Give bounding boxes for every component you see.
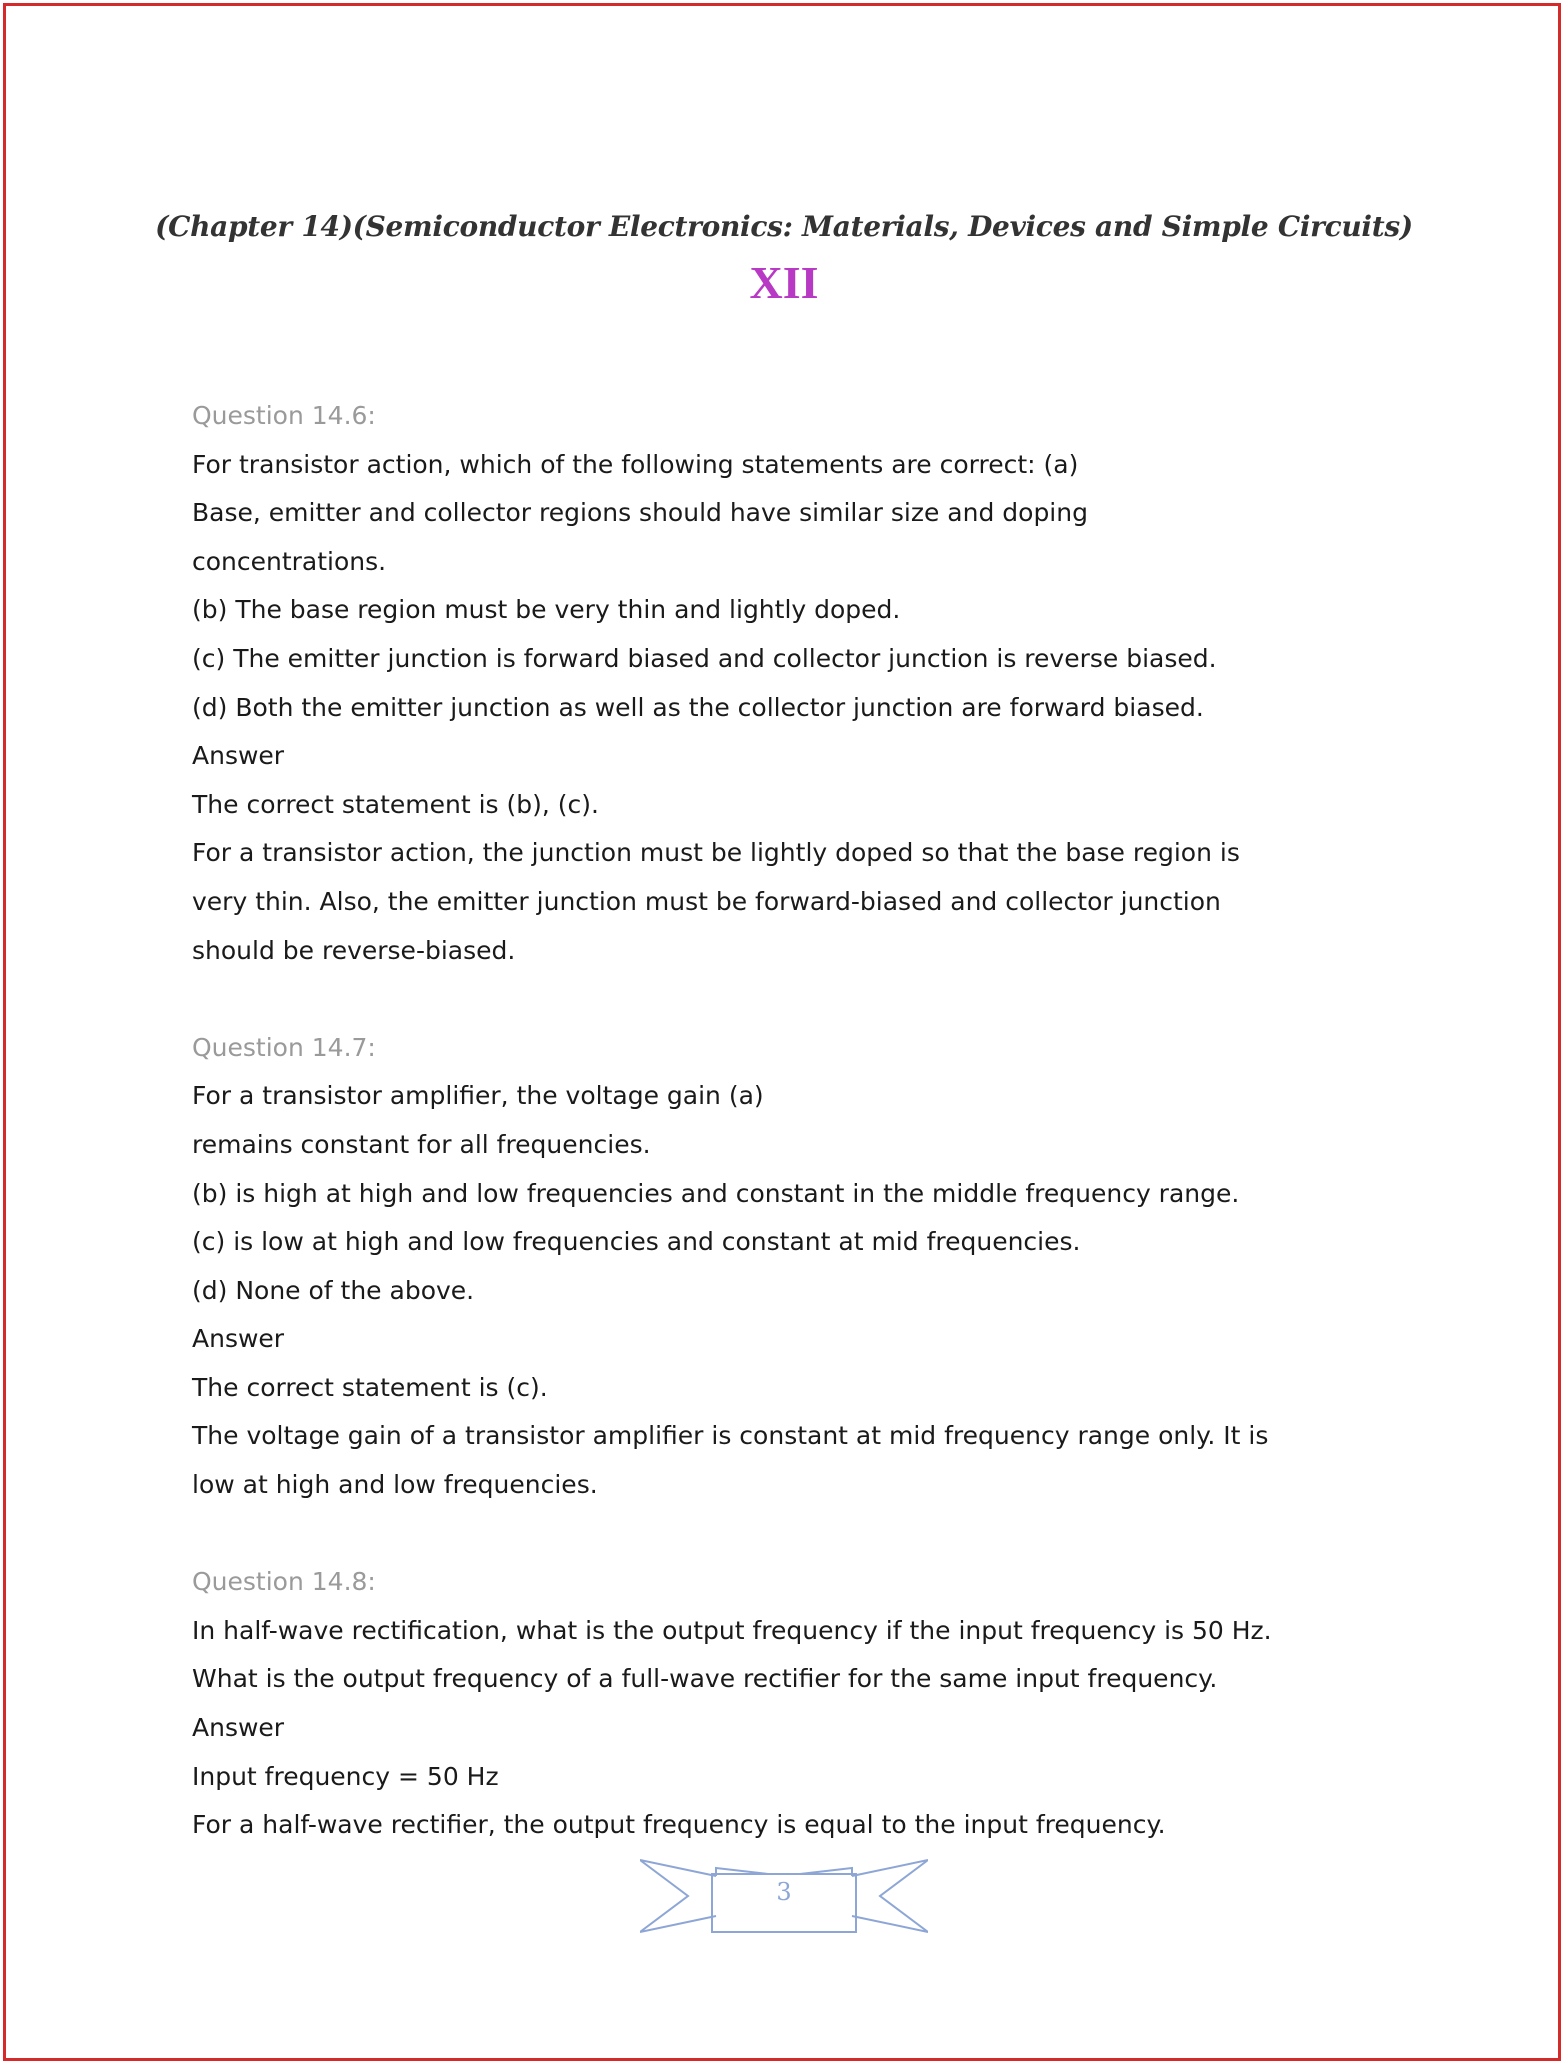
page-footer bbox=[640, 1856, 928, 1936]
spacer bbox=[192, 975, 1392, 1024]
question-text: remains constant for all frequencies. bbox=[192, 1129, 651, 1159]
spacer bbox=[192, 1510, 1392, 1559]
page-content bbox=[192, 392, 1392, 1850]
answer-heading: Answer bbox=[192, 741, 285, 771]
answer-text: For a half-wave rectifier, the output frequency is equal to the input frequency. bbox=[192, 1810, 1166, 1840]
option-d: (d) None of the above. bbox=[192, 1275, 475, 1305]
question-label: Question 14.8: bbox=[192, 1567, 376, 1597]
option-c: (c) The emitter junction is forward biased and collector junction is reverse biased. bbox=[192, 643, 1217, 673]
question-text: For a transistor amplifier, the voltage gain (a) bbox=[192, 1081, 764, 1111]
answer-text: Input frequency = 50 Hz bbox=[192, 1761, 499, 1791]
answer-text: The correct statement is (b), (c). bbox=[192, 789, 599, 819]
question-text: concentrations. bbox=[192, 546, 387, 576]
question-label: Question 14.7: bbox=[192, 1032, 376, 1062]
question-text: What is the output frequency of a full-wave rectifier for the same input frequency. bbox=[192, 1664, 1218, 1694]
answer-text: should be reverse-biased. bbox=[192, 935, 516, 965]
class-label: XII bbox=[749, 257, 819, 308]
answer-text: very thin. Also, the emitter junction must be forward-biased and collector junction bbox=[192, 886, 1221, 916]
answer-text: For a transistor action, the junction must be lightly doped so that the base region is bbox=[192, 838, 1240, 868]
answer-heading: Answer bbox=[192, 1713, 285, 1743]
question-text: Base, emitter and collector regions should have similar size and doping bbox=[192, 498, 1088, 528]
option-d: (d) Both the emitter junction as well as the collector junction are forward biased. bbox=[192, 692, 1204, 722]
question-text: For transistor action, which of the following statements are correct: (a) bbox=[192, 449, 1079, 479]
question-block bbox=[192, 1024, 1392, 1510]
question-label: Question 14.6: bbox=[192, 401, 376, 430]
question-block bbox=[192, 392, 1392, 975]
answer-text: low at high and low frequencies. bbox=[192, 1470, 598, 1500]
page-number: 3 bbox=[776, 1878, 792, 1906]
answer-heading: Answer bbox=[192, 1324, 285, 1354]
question-text: In half-wave rectification, what is the output frequency if the input frequency is 50 Hz. bbox=[192, 1615, 1272, 1645]
answer-text: The voltage gain of a transistor amplifier is constant at mid frequency range only. It is bbox=[192, 1421, 1269, 1451]
option-b: (b) The base region must be very thin and lightly doped. bbox=[192, 595, 901, 625]
question-block bbox=[192, 1558, 1392, 1850]
option-b: (b) is high at high and low frequencies and constant in the middle frequency range. bbox=[192, 1178, 1240, 1208]
answer-text: The correct statement is (c). bbox=[192, 1372, 548, 1402]
option-c: (c) is low at high and low frequencies and constant at mid frequencies. bbox=[192, 1227, 1081, 1257]
chapter-title: (Chapter 14)(Semiconductor Electronics: Materials, Devices and Simple Circuits) bbox=[155, 210, 1413, 243]
